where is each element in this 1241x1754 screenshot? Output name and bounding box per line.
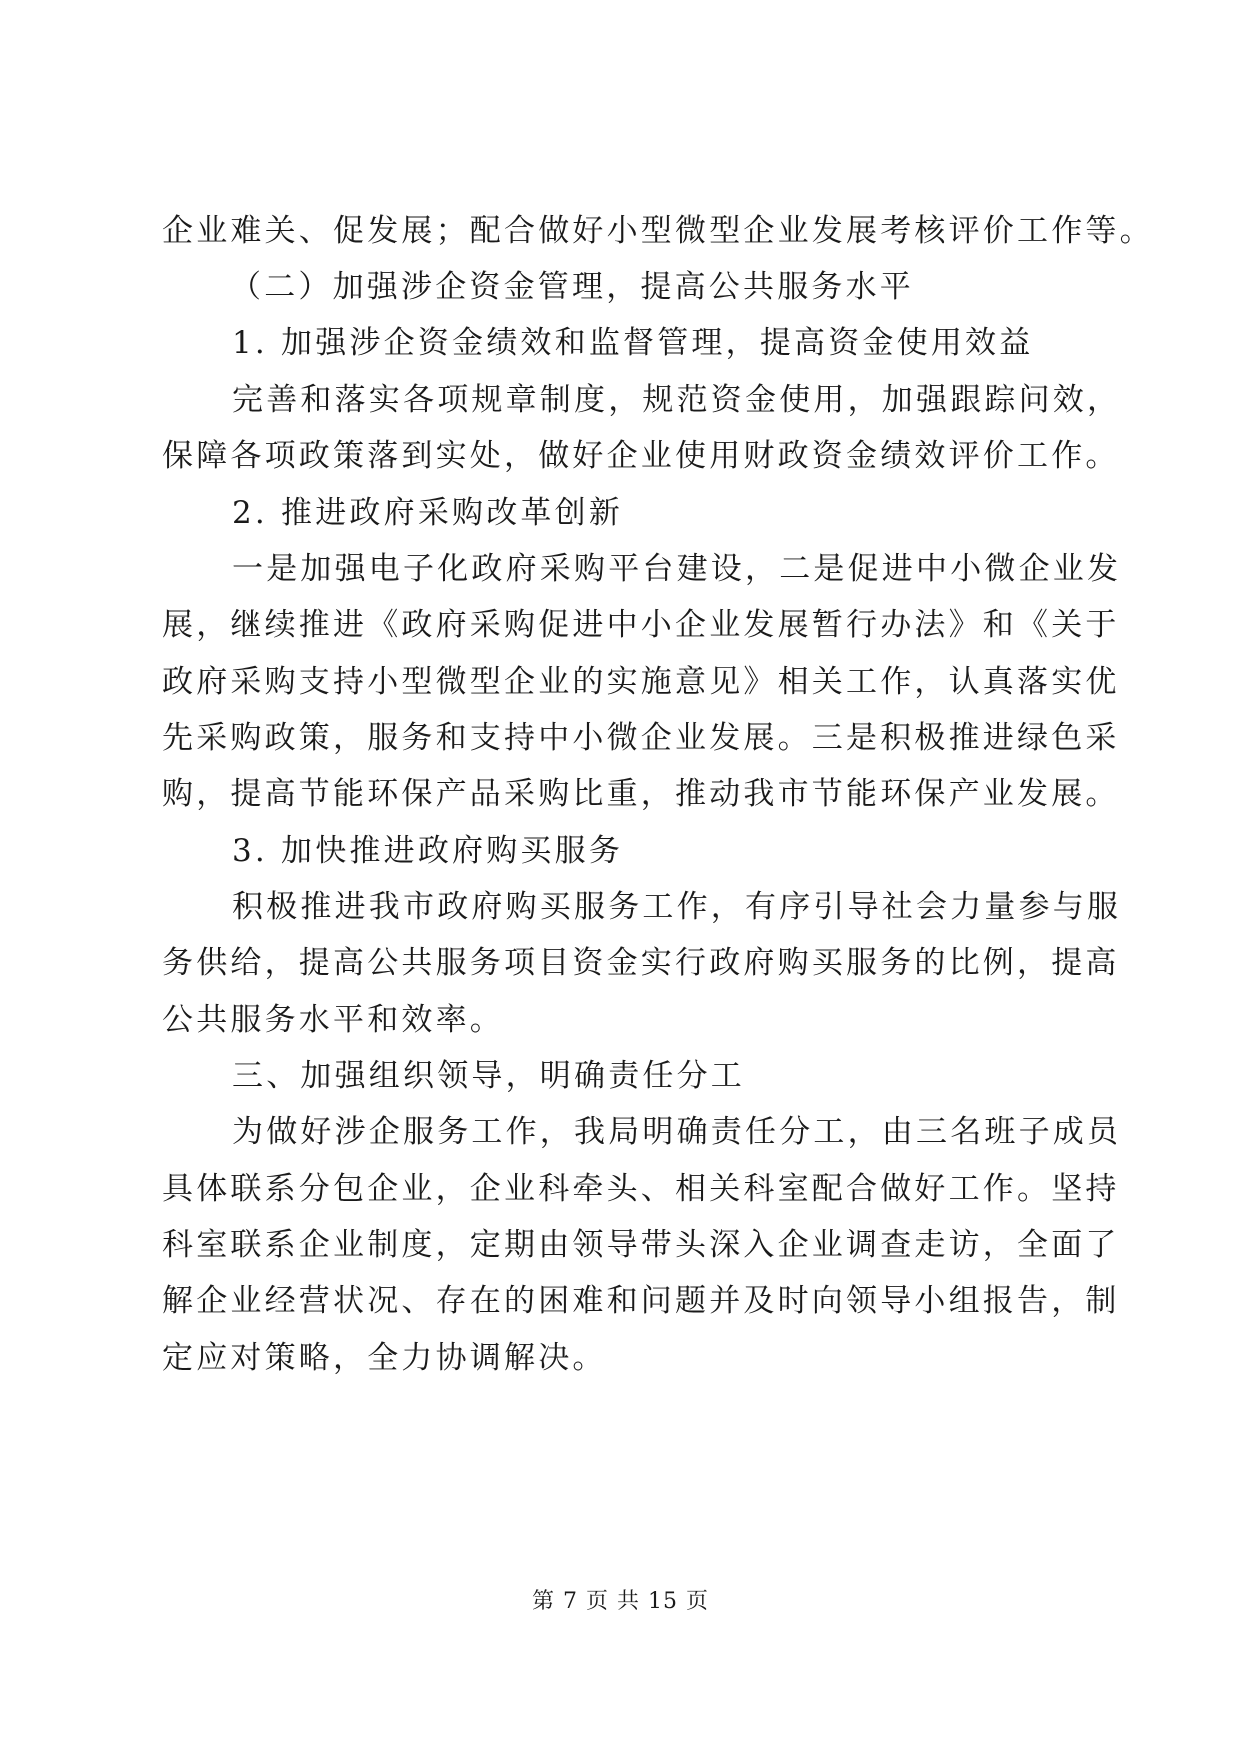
paragraph-line-19: 科室联系企业制度，定期由领导带头深入企业调查走访，全面了	[162, 1227, 1120, 1263]
section-heading-2: （二）加强涉企资金管理，提高公共服务水平	[230, 269, 914, 305]
paragraph-line-14: 务供给，提高公共服务项目资金实行政府购买服务的比例，提高	[162, 945, 1120, 981]
paragraph-line-15: 公共服务水平和效率。	[162, 1002, 504, 1038]
subsection-heading-1: 1. 加强涉企资金绩效和监督管理，提高资金使用效益	[232, 325, 1034, 361]
paragraph-line-21: 定应对策略，全力协调解决。	[162, 1340, 607, 1376]
page-footer: 第 7 页 共 15 页	[532, 1589, 709, 1614]
paragraph-line-18: 具体联系分包企业，企业科牵头、相关科室配合做好工作。坚持	[162, 1171, 1120, 1207]
subsection-heading-2: 2. 推进政府采购改革创新	[232, 495, 624, 531]
paragraph-line-17: 为做好涉企服务工作，我局明确责任分工，由三名班子成员	[232, 1114, 1122, 1150]
paragraph-line-8: 展，继续推进《政府采购促进中小企业发展暂行办法》和《关于	[162, 607, 1120, 643]
paragraph-line-13: 积极推进我市政府购买服务工作，有序引导社会力量参与服	[232, 889, 1122, 925]
section-heading-3: 三、加强组织领导，明确责任分工	[232, 1058, 745, 1094]
paragraph-line-11: 购，提高节能环保产品采购比重，推动我市节能环保产业发展。	[162, 776, 1120, 812]
paragraph-line-9: 政府采购支持小型微型企业的实施意见》相关工作，认真落实优	[162, 664, 1120, 700]
paragraph-line-4: 完善和落实各项规章制度，规范资金使用，加强跟踪问效，	[232, 382, 1122, 418]
paragraph-line-1: 企业难关、促发展；配合做好小型微型企业发展考核评价工作等。	[162, 213, 1154, 249]
paragraph-line-10: 先采购政策，服务和支持中小微企业发展。三是积极推进绿色采	[162, 720, 1120, 756]
paragraph-line-7: 一是加强电子化政府采购平台建设，二是促进中小微企业发	[232, 551, 1122, 587]
paragraph-line-5: 保障各项政策落到实处，做好企业使用财政资金绩效评价工作。	[162, 438, 1120, 474]
subsection-heading-3: 3. 加快推进政府购买服务	[232, 833, 624, 869]
paragraph-line-20: 解企业经营状况、存在的困难和问题并及时向领导小组报告，制	[162, 1283, 1120, 1319]
